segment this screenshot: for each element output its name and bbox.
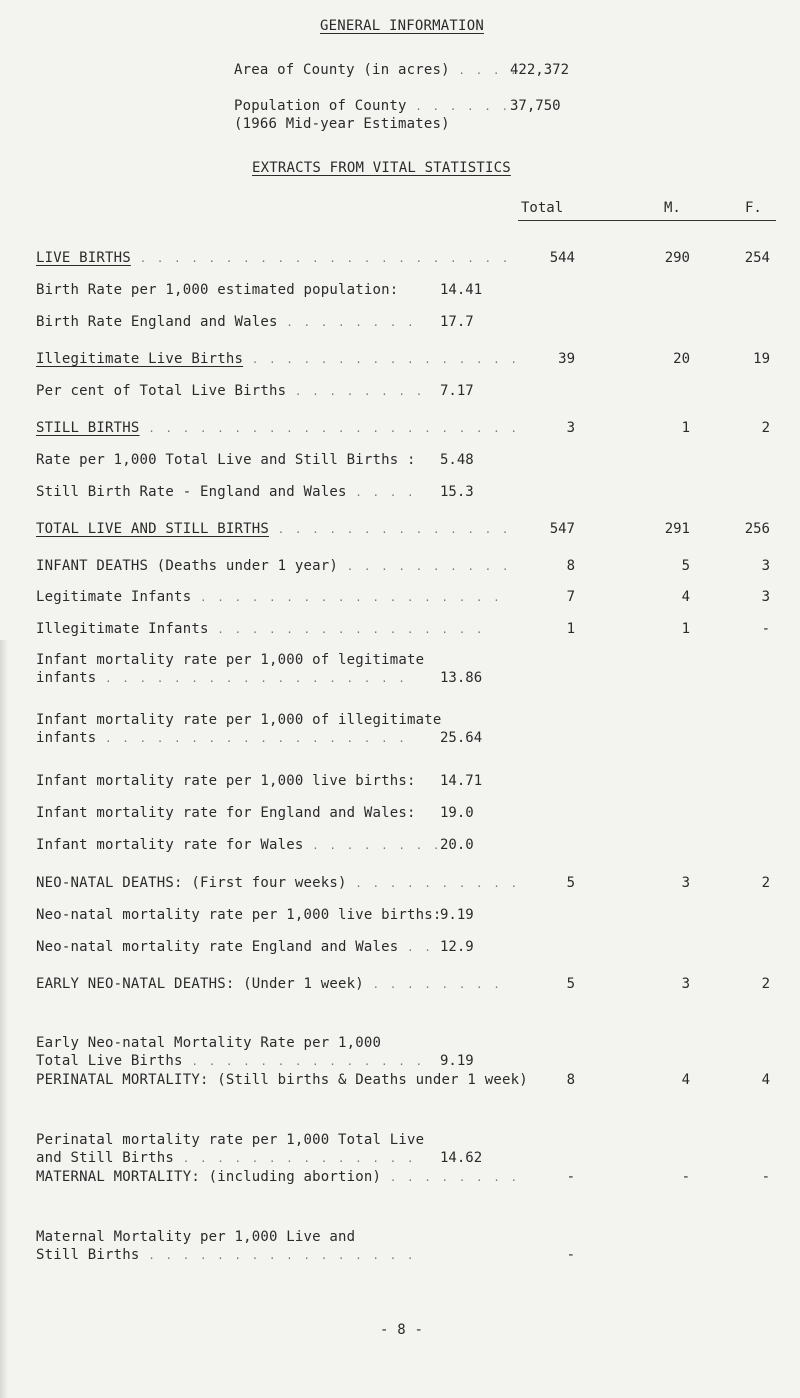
row-label: Early Neo-natal Mortality Rate per 1,000 <box>36 1035 382 1051</box>
count-female: 254 <box>744 250 770 266</box>
row-label: Still Birth Rate - England and Wales . . . . <box>36 484 416 500</box>
population-value: 37,750 <box>510 98 561 114</box>
count-female: 256 <box>744 521 770 537</box>
row-label: MATERNAL MORTALITY: (including abortion) . . . . . . . . <box>36 1169 520 1185</box>
count-female: - <box>761 1169 770 1185</box>
row-label: LIVE BIRTHS . . . . . . . . . . . . . . . . . . . . . . <box>36 250 511 266</box>
count-male: - <box>681 1169 690 1185</box>
rate-value: 14.71 <box>440 773 483 789</box>
row-label: Maternal Mortality per 1,000 Live and <box>36 1229 356 1245</box>
count-male: 20 <box>673 351 690 367</box>
rate-value: 13.86 <box>440 670 483 686</box>
count-female: 19 <box>753 351 770 367</box>
rate-value: 20.0 <box>440 837 474 853</box>
count-male: 1 <box>681 621 690 637</box>
count-male: 5 <box>681 558 690 574</box>
count-female: 4 <box>761 1072 770 1088</box>
rate-value: 15.3 <box>440 484 474 500</box>
page-title: GENERAL INFORMATION <box>320 18 484 34</box>
row-label: Neo-natal mortality rate per 1,000 live births: <box>36 907 442 923</box>
count-male: 1 <box>681 420 690 436</box>
rate-value: 14.62 <box>440 1150 483 1166</box>
row-label: Infant mortality rate per 1,000 live births: <box>36 773 416 789</box>
row-label: Perinatal mortality rate per 1,000 Total Live <box>36 1132 425 1148</box>
rate-value: 12.9 <box>440 939 474 955</box>
count-male: 3 <box>681 875 690 891</box>
header-underline <box>518 220 776 221</box>
row-label: Neo-natal mortality rate England and Wales . . <box>36 939 433 955</box>
count-total: 5 <box>566 875 575 891</box>
extracts-title: EXTRACTS FROM VITAL STATISTICS <box>252 160 511 176</box>
column-header-male: M. <box>664 200 681 216</box>
count-male: 290 <box>664 250 690 266</box>
row-label: Rate per 1,000 Total Live and Still Births : <box>36 452 416 468</box>
area-label: Area of County (in acres) . . . . <box>234 62 519 78</box>
column-header-female: F. <box>745 200 762 216</box>
row-label: STILL BIRTHS . . . . . . . . . . . . . . . . . . . . . . <box>36 420 519 436</box>
row-label: Birth Rate per 1,000 estimated population: <box>36 282 399 298</box>
row-label: Infant mortality rate per 1,000 of legitimate <box>36 652 425 668</box>
rate-value: 9.19 <box>440 907 474 923</box>
rate-value: 25.64 <box>440 730 483 746</box>
rate-value: 14.41 <box>440 282 483 298</box>
area-value: 422,372 <box>510 62 570 78</box>
row-label: PERINATAL MORTALITY: (Still births & Deaths under 1 week) <box>36 1072 528 1088</box>
count-female: 2 <box>761 875 770 891</box>
page-number: - 8 - <box>380 1322 424 1338</box>
row-label: Infant mortality rate for Wales . . . . . . . . <box>36 837 442 853</box>
count-male: 4 <box>681 1072 690 1088</box>
count-female: 3 <box>761 589 770 605</box>
row-label: Illegitimate Infants . . . . . . . . . . . . . . . . <box>36 621 485 637</box>
row-label-continued: infants . . . . . . . . . . . . . . . . . . <box>36 730 407 746</box>
row-label: TOTAL LIVE AND STILL BIRTHS . . . . . . . . . . . . . . <box>36 521 511 537</box>
count-total: 7 <box>566 589 575 605</box>
row-label-continued: Still Births . . . . . . . . . . . . . . . . <box>36 1247 416 1263</box>
count-total: 1 <box>566 621 575 637</box>
count-total: 8 <box>566 558 575 574</box>
row-label: Infant mortality rate per 1,000 of illegitimate <box>36 712 442 728</box>
population-label: Population of County . . . . . . <box>234 98 511 114</box>
count-total: 8 <box>566 1072 575 1088</box>
count-total: 544 <box>549 250 575 266</box>
scan-edge-shadow <box>0 640 8 1398</box>
row-label-continued: infants . . . . . . . . . . . . . . . . . . <box>36 670 407 686</box>
count-male: 4 <box>681 589 690 605</box>
count-total: - <box>566 1247 575 1263</box>
count-female: 2 <box>761 420 770 436</box>
rate-value: 5.48 <box>440 452 474 468</box>
count-male: 3 <box>681 976 690 992</box>
rate-value: 19.0 <box>440 805 474 821</box>
count-female: 2 <box>761 976 770 992</box>
count-female: 3 <box>761 558 770 574</box>
column-header-total: Total <box>521 200 564 216</box>
row-label: Infant mortality rate for England and Wales: <box>36 805 416 821</box>
row-label-continued: and Still Births . . . . . . . . . . . . . . <box>36 1150 416 1166</box>
rate-value: 17.7 <box>440 314 474 330</box>
count-total: 3 <box>566 420 575 436</box>
rate-value: 7.17 <box>440 383 474 399</box>
count-total: 547 <box>549 521 575 537</box>
row-label: NEO-NATAL DEATHS: (First four weeks) . . . . . . . . . . <box>36 875 520 891</box>
count-male: 291 <box>664 521 690 537</box>
row-label: Per cent of Total Live Births . . . . . . . . <box>36 383 425 399</box>
count-total: 5 <box>566 976 575 992</box>
row-label-continued: Total Live Births . . . . . . . . . . . . . . <box>36 1053 425 1069</box>
row-label: Birth Rate England and Wales . . . . . . . . <box>36 314 416 330</box>
count-total: 39 <box>558 351 575 367</box>
count-total: - <box>566 1169 575 1185</box>
row-label: INFANT DEATHS (Deaths under 1 year) . . . . . . . . . . <box>36 558 511 574</box>
rate-value: 9.19 <box>440 1053 474 1069</box>
row-label: EARLY NEO-NATAL DEATHS: (Under 1 week) . . . . . . . . <box>36 976 502 992</box>
row-label: Illegitimate Live Births . . . . . . . . . . . . . . . . <box>36 351 520 367</box>
row-label: Legitimate Infants . . . . . . . . . . . . . . . . . . <box>36 589 502 605</box>
population-note: (1966 Mid-year Estimates) <box>234 116 450 132</box>
count-female: - <box>761 621 770 637</box>
